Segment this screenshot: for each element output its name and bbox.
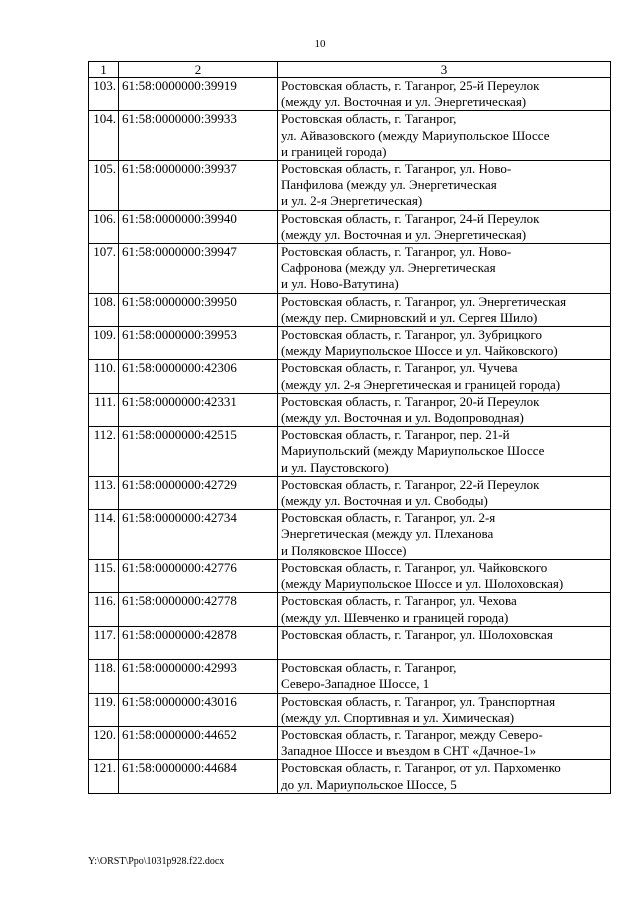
cadastral-number: 61:58:0000000:42776 <box>119 559 278 592</box>
address-line: и Поляковское Шоссе) <box>281 542 407 558</box>
address-cell <box>278 393 611 426</box>
table-row <box>89 393 611 426</box>
table-row <box>89 660 611 693</box>
address-cell <box>278 78 611 111</box>
address-line: Сафронова (между ул. Энергетическая <box>281 260 496 276</box>
address-line: (между ул. Шевченко и границей города) <box>281 609 509 625</box>
address-cell <box>278 693 611 726</box>
header-col-2: 2 <box>119 62 278 78</box>
table-row <box>89 210 611 243</box>
header-col-3: 3 <box>278 62 611 78</box>
address-cell <box>278 510 611 560</box>
address-line: (между ул. Восточная и ул. Энергетическая) <box>281 94 527 110</box>
row-number: 118. <box>89 660 119 693</box>
cadastral-number: 61:58:0000000:39933 <box>119 111 278 161</box>
table-row <box>89 726 611 759</box>
address-cell <box>278 476 611 509</box>
row-number: 114. <box>89 510 119 560</box>
address-line: Ростовская область, г. Таганрог, ул. Ново- <box>281 161 512 177</box>
address-line: и границей города) <box>281 143 387 159</box>
address-cell <box>278 760 611 793</box>
address-line: и ул. Ново-Ватутина) <box>281 276 399 292</box>
row-number: 108. <box>89 293 119 326</box>
address-line: Ростовская область, г. Таганрог, ул. Чайковского <box>281 559 548 575</box>
address-line: (между Мариупольское Шоссе и ул. Шолоховская) <box>281 576 564 592</box>
address-line: Ростовская область, г. Таганрог, <box>281 660 457 676</box>
address-cell <box>278 244 611 294</box>
row-number: 111. <box>89 393 119 426</box>
address-line: Панфилова (между ул. Энергетическая <box>281 177 497 193</box>
cadastral-number: 61:58:0000000:42993 <box>119 660 278 693</box>
cadastral-number: 61:58:0000000:39953 <box>119 327 278 360</box>
address-line <box>281 643 607 659</box>
address-line: Энергетическая (между ул. Плеханова <box>281 526 494 542</box>
address-line: до ул. Мариупольское Шоссе, 5 <box>281 776 457 792</box>
address-line: Ростовская область, г. Таганрог, 20-й Переулок <box>281 393 540 409</box>
address-line: Ростовская область, г. Таганрог, от ул. Пархоменко <box>281 760 561 776</box>
address-line: Ростовская область, г. Таганрог, пер. 21-й <box>281 427 510 443</box>
row-number: 113. <box>89 476 119 509</box>
address-line: (между пер. Смирновский и ул. Сергея Шило) <box>281 309 538 325</box>
cadastral-number: 61:58:0000000:39947 <box>119 244 278 294</box>
address-cell <box>278 427 611 477</box>
table-row <box>89 293 611 326</box>
table-row <box>89 78 611 111</box>
row-number: 103. <box>89 78 119 111</box>
table-row <box>89 593 611 626</box>
table-row <box>89 476 611 509</box>
address-line: Западное Шоссе и въездом в СНТ «Дачное-1» <box>281 743 537 759</box>
table-header-row <box>89 62 611 78</box>
address-line: Ростовская область, г. Таганрог, ул. Ново- <box>281 244 512 260</box>
cadastral-number: 61:58:0000000:44652 <box>119 726 278 759</box>
table-row <box>89 760 611 793</box>
table-row <box>89 161 611 211</box>
address-line: Ростовская область, г. Таганрог, между Северо- <box>281 726 543 742</box>
address-line: Ростовская область, г. Таганрог, ул. Энергетическая <box>281 293 567 309</box>
address-line: (между ул. 2-я Энергетическая и границей города) <box>281 376 561 392</box>
address-line: Ростовская область, г. Таганрог, ул. Транспортная <box>281 693 556 709</box>
address-line: (между ул. Спортивная и ул. Химическая) <box>281 709 515 725</box>
address-line: Ростовская область, г. Таганрог, ул. Шолоховская <box>281 626 553 642</box>
address-line: Ростовская область, г. Таганрог, ул. Чучева <box>281 360 518 376</box>
cadastral-number: 61:58:0000000:42729 <box>119 476 278 509</box>
address-cell <box>278 626 611 659</box>
page-number: 10 <box>314 38 326 50</box>
address-cell <box>278 660 611 693</box>
row-number: 117. <box>89 626 119 659</box>
address-line: Ростовская область, г. Таганрог, 22-й Переулок <box>281 476 540 492</box>
address-cell <box>278 360 611 393</box>
row-number: 116. <box>89 593 119 626</box>
address-line: Ростовская область, г. Таганрог, 25-й Переулок <box>281 78 540 93</box>
footer-file-path: Y:\ORST\Ppo\1031p928.f22.docx <box>88 856 225 867</box>
address-line: Мариупольский (между Мариупольское Шоссе <box>281 443 545 459</box>
cadastral-number: 61:58:0000000:42306 <box>119 360 278 393</box>
address-line: Ростовская область, г. Таганрог, ул. Зубрицкого <box>281 327 543 343</box>
row-number: 119. <box>89 693 119 726</box>
row-number: 110. <box>89 360 119 393</box>
table-row <box>89 559 611 592</box>
address-line: и ул. 2-я Энергетическая) <box>281 193 423 209</box>
row-number: 104. <box>89 111 119 161</box>
row-number: 106. <box>89 210 119 243</box>
cadastral-number: 61:58:0000000:42734 <box>119 510 278 560</box>
address-line: Ростовская область, г. Таганрог, ул. 2-я <box>281 510 496 526</box>
cadastral-number: 61:58:0000000:39937 <box>119 161 278 211</box>
parcel-table <box>88 61 611 794</box>
cadastral-number: 61:58:0000000:42778 <box>119 593 278 626</box>
address-cell <box>278 293 611 326</box>
address-line: (между ул. Восточная и ул. Водопроводная) <box>281 410 524 426</box>
row-number: 120. <box>89 726 119 759</box>
header-col-1: 1 <box>89 62 119 78</box>
cadastral-number: 61:58:0000000:39919 <box>119 78 278 111</box>
table-row <box>89 244 611 294</box>
row-number: 115. <box>89 559 119 592</box>
address-cell <box>278 559 611 592</box>
row-number: 112. <box>89 427 119 477</box>
row-number: 121. <box>89 760 119 793</box>
table-row <box>89 111 611 161</box>
cadastral-number: 61:58:0000000:39940 <box>119 210 278 243</box>
address-cell <box>278 593 611 626</box>
address-line: и ул. Паустовского) <box>281 459 389 475</box>
cadastral-number: 61:58:0000000:42515 <box>119 427 278 477</box>
cadastral-number: 61:58:0000000:43016 <box>119 693 278 726</box>
address-line: Северо-Западное Шоссе, 1 <box>281 676 430 692</box>
address-cell <box>278 161 611 211</box>
row-number: 109. <box>89 327 119 360</box>
table-row <box>89 510 611 560</box>
address-line: (между ул. Восточная и ул. Энергетическая) <box>281 226 527 242</box>
address-cell <box>278 726 611 759</box>
address-line: Ростовская область, г. Таганрог, ул. Чехова <box>281 593 517 609</box>
cadastral-number: 61:58:0000000:39950 <box>119 293 278 326</box>
address-line: Ростовская область, г. Таганрог, 24-й Переулок <box>281 210 540 226</box>
address-line: ул. Айвазовского (между Мариупольское Шоссе <box>281 127 550 143</box>
address-line: (между ул. Восточная и ул. Свободы) <box>281 493 488 509</box>
address-cell <box>278 111 611 161</box>
address-line: Ростовская область, г. Таганрог, <box>281 111 457 127</box>
table-row <box>89 327 611 360</box>
cadastral-number: 61:58:0000000:42878 <box>119 626 278 659</box>
address-cell <box>278 327 611 360</box>
table-row <box>89 427 611 477</box>
row-number: 107. <box>89 244 119 294</box>
address-line: (между Мариупольское Шоссе и ул. Чайковского) <box>281 343 558 359</box>
table-row <box>89 693 611 726</box>
address-cell <box>278 210 611 243</box>
row-number: 105. <box>89 161 119 211</box>
cadastral-number: 61:58:0000000:42331 <box>119 393 278 426</box>
table-row <box>89 360 611 393</box>
table-row <box>89 626 611 659</box>
cadastral-number: 61:58:0000000:44684 <box>119 760 278 793</box>
